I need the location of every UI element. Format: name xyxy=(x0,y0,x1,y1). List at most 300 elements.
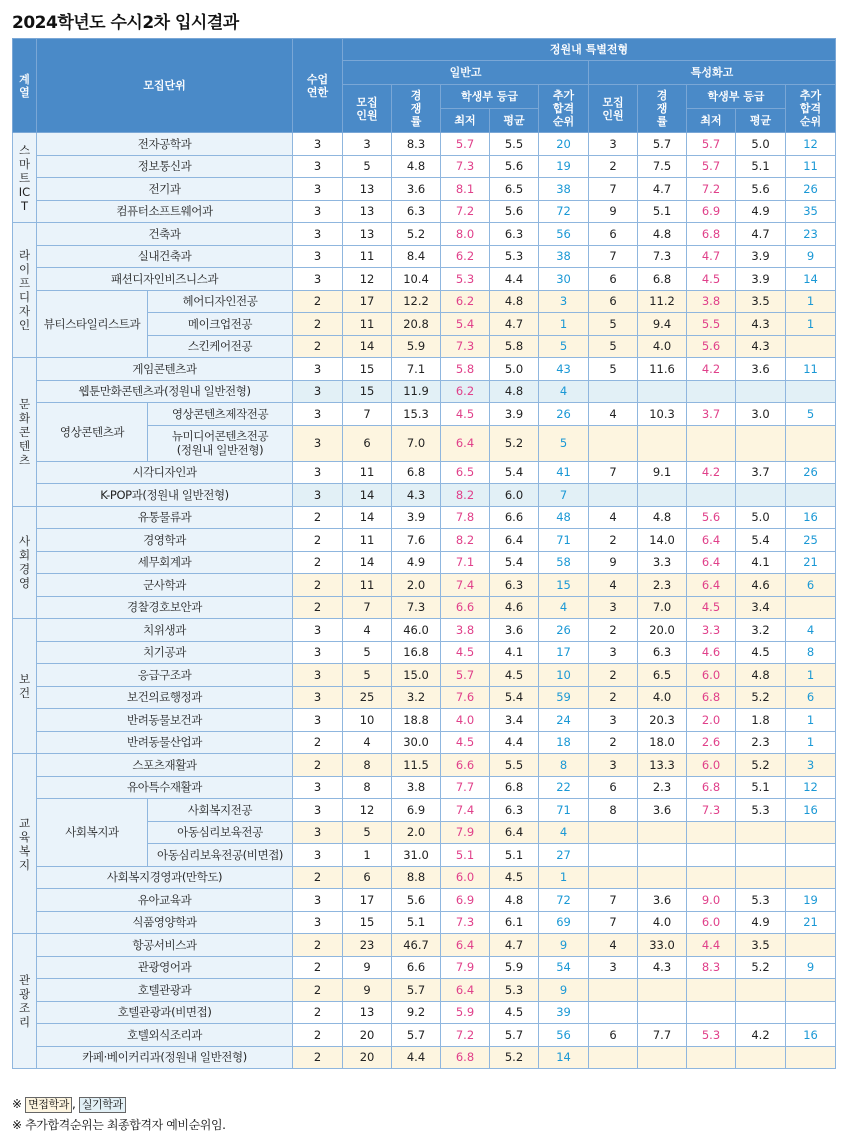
unit-name: 호텔외식조리과 xyxy=(37,1024,293,1047)
special-grade-min-cell xyxy=(687,484,736,507)
general-grade-avg-cell: 5.2 xyxy=(490,1046,539,1069)
special-extra-rank-cell xyxy=(786,979,836,1002)
special-extra-rank-cell: 25 xyxy=(786,529,836,552)
years-cell: 3 xyxy=(293,403,343,426)
special-grade-avg-cell: 4.9 xyxy=(736,200,786,223)
special-competition-cell: 9.1 xyxy=(638,461,687,484)
special-recruit-cell: 9 xyxy=(589,551,638,574)
special-extra-rank-cell xyxy=(786,335,836,358)
general-grade-avg-cell: 5.4 xyxy=(490,551,539,574)
table-row xyxy=(13,799,836,822)
general-grade-avg-cell: 5.0 xyxy=(490,358,539,381)
special-grade-min-cell: 2.0 xyxy=(687,709,736,732)
special-competition-cell: 14.0 xyxy=(638,529,687,552)
general-extra-rank-cell: 43 xyxy=(539,358,589,381)
general-recruit-cell: 4 xyxy=(343,731,392,754)
general-grade-avg-cell: 4.4 xyxy=(490,731,539,754)
table-row xyxy=(13,358,836,381)
special-grade-avg-cell: 4.2 xyxy=(736,1024,786,1047)
general-grade-avg-cell: 3.9 xyxy=(490,403,539,426)
special-recruit-cell xyxy=(589,866,638,889)
table-row xyxy=(13,461,836,484)
general-competition-cell: 31.0 xyxy=(392,844,441,867)
special-recruit-cell: 6 xyxy=(589,268,638,291)
general-extra-rank-cell: 1 xyxy=(539,866,589,889)
general-extra-rank-cell: 7 xyxy=(539,484,589,507)
years-cell: 2 xyxy=(293,574,343,597)
general-extra-rank-cell: 19 xyxy=(539,155,589,178)
general-extra-rank-cell: 5 xyxy=(539,335,589,358)
general-grade-min-cell: 8.2 xyxy=(441,529,490,552)
general-competition-cell: 6.6 xyxy=(392,956,441,979)
general-recruit-cell: 9 xyxy=(343,956,392,979)
general-recruit-cell: 15 xyxy=(343,358,392,381)
special-competition-cell: 4.0 xyxy=(638,911,687,934)
table-row xyxy=(13,641,836,664)
general-extra-rank-cell: 9 xyxy=(539,934,589,957)
table-row xyxy=(13,619,836,642)
years-cell: 2 xyxy=(293,551,343,574)
general-grade-min-cell: 7.7 xyxy=(441,776,490,799)
group-cell: 교육복지 xyxy=(13,754,37,934)
special-grade-avg-cell xyxy=(736,1001,786,1024)
special-grade-avg-cell: 3.5 xyxy=(736,934,786,957)
general-grade-min-cell: 6.4 xyxy=(441,979,490,1002)
general-extra-rank-cell: 4 xyxy=(539,596,589,619)
table-row xyxy=(13,245,836,268)
unit-name: 보건의료행정과 xyxy=(37,686,293,709)
general-recruit-cell: 4 xyxy=(343,619,392,642)
general-extra-rank-cell: 30 xyxy=(539,268,589,291)
special-grade-avg-cell: 4.1 xyxy=(736,551,786,574)
major-name: 사회복지전공 xyxy=(148,799,293,822)
general-extra-rank-cell: 38 xyxy=(539,178,589,201)
unit-name: 건축과 xyxy=(37,223,293,246)
years-cell: 3 xyxy=(293,889,343,912)
header-general-hs: 일반고 xyxy=(343,61,589,85)
general-competition-cell: 5.7 xyxy=(392,1024,441,1047)
general-extra-rank-cell: 56 xyxy=(539,1024,589,1047)
major-name: 메이크업전공 xyxy=(148,313,293,336)
special-recruit-cell: 2 xyxy=(589,529,638,552)
group-cell: 라이프디자인 xyxy=(13,223,37,358)
general-grade-min-cell: 7.4 xyxy=(441,799,490,822)
years-cell: 2 xyxy=(293,1046,343,1069)
general-recruit-cell: 12 xyxy=(343,268,392,291)
special-grade-min-cell: 4.2 xyxy=(687,358,736,381)
general-extra-rank-cell: 24 xyxy=(539,709,589,732)
general-recruit-cell: 11 xyxy=(343,529,392,552)
table-row xyxy=(13,290,836,313)
header-competition-g: 경쟁률 xyxy=(392,85,441,133)
special-recruit-cell: 3 xyxy=(589,596,638,619)
unit-name: 카페·베이커리과(정원내 일반전형) xyxy=(37,1046,293,1069)
general-grade-avg-cell: 5.4 xyxy=(490,686,539,709)
special-competition-cell: 11.6 xyxy=(638,358,687,381)
special-grade-min-cell: 6.4 xyxy=(687,529,736,552)
major-name: 헤어디자인전공 xyxy=(148,290,293,313)
special-recruit-cell: 4 xyxy=(589,934,638,957)
special-grade-avg-cell: 5.1 xyxy=(736,155,786,178)
years-cell: 3 xyxy=(293,223,343,246)
special-competition-cell: 13.3 xyxy=(638,754,687,777)
table-row xyxy=(13,506,836,529)
general-competition-cell: 8.8 xyxy=(392,866,441,889)
major-name: 뉴미디어콘텐츠전공 (정원내 일반전형) xyxy=(148,425,293,461)
general-grade-avg-cell: 6.5 xyxy=(490,178,539,201)
general-competition-cell: 46.0 xyxy=(392,619,441,642)
general-grade-avg-cell: 5.3 xyxy=(490,245,539,268)
years-cell: 3 xyxy=(293,619,343,642)
special-grade-avg-cell: 4.6 xyxy=(736,574,786,597)
special-grade-min-cell xyxy=(687,979,736,1002)
special-competition-cell xyxy=(638,821,687,844)
special-competition-cell: 2.3 xyxy=(638,776,687,799)
years-cell: 3 xyxy=(293,155,343,178)
special-extra-rank-cell xyxy=(786,934,836,957)
special-grade-min-cell xyxy=(687,866,736,889)
general-grade-avg-cell: 4.5 xyxy=(490,1001,539,1024)
unit-name: 영상콘텐츠과 xyxy=(37,403,148,462)
general-grade-min-cell: 8.2 xyxy=(441,484,490,507)
unit-name: 유아교육과 xyxy=(37,889,293,912)
years-cell: 3 xyxy=(293,664,343,687)
special-recruit-cell: 3 xyxy=(589,754,638,777)
special-extra-rank-cell: 6 xyxy=(786,574,836,597)
special-competition-cell xyxy=(638,1001,687,1024)
general-recruit-cell: 8 xyxy=(343,754,392,777)
note-mark: ※ xyxy=(12,1097,22,1111)
general-recruit-cell: 14 xyxy=(343,551,392,574)
unit-name: 치기공과 xyxy=(37,641,293,664)
special-recruit-cell xyxy=(589,425,638,461)
general-competition-cell: 3.8 xyxy=(392,776,441,799)
unit-name: 사회복지과 xyxy=(37,799,148,867)
general-recruit-cell: 11 xyxy=(343,245,392,268)
general-grade-avg-cell: 4.5 xyxy=(490,664,539,687)
special-grade-avg-cell: 4.5 xyxy=(736,641,786,664)
special-grade-avg-cell: 3.9 xyxy=(736,245,786,268)
unit-name: 식품영양학과 xyxy=(37,911,293,934)
general-competition-cell: 3.9 xyxy=(392,506,441,529)
general-grade-min-cell: 7.2 xyxy=(441,1024,490,1047)
special-recruit-cell: 2 xyxy=(589,731,638,754)
special-grade-min-cell xyxy=(687,425,736,461)
general-competition-cell: 12.2 xyxy=(392,290,441,313)
header-avg-g: 평균 xyxy=(490,109,539,133)
general-grade-avg-cell: 5.8 xyxy=(490,335,539,358)
general-grade-avg-cell: 4.8 xyxy=(490,290,539,313)
years-cell: 3 xyxy=(293,911,343,934)
unit-name: 뷰티스타일리스트과 xyxy=(37,290,148,358)
special-grade-min-cell: 5.6 xyxy=(687,335,736,358)
header-recruit-s: 모집인원 xyxy=(589,85,638,133)
legend-note xyxy=(12,1097,126,1113)
special-grade-min-cell: 6.8 xyxy=(687,776,736,799)
special-grade-avg-cell: 5.3 xyxy=(736,799,786,822)
header-years: 수업연한 xyxy=(293,39,343,133)
general-grade-min-cell: 3.8 xyxy=(441,619,490,642)
header-unit: 모집단위 xyxy=(37,39,293,133)
general-grade-min-cell: 7.4 xyxy=(441,574,490,597)
unit-name: 호텔관광과(비면접) xyxy=(37,1001,293,1024)
header-group: 계열 xyxy=(13,39,37,133)
table-row xyxy=(13,889,836,912)
special-competition-cell: 7.5 xyxy=(638,155,687,178)
years-cell: 3 xyxy=(293,268,343,291)
general-grade-avg-cell: 6.8 xyxy=(490,776,539,799)
general-extra-rank-cell: 27 xyxy=(539,844,589,867)
years-cell: 3 xyxy=(293,686,343,709)
special-grade-avg-cell: 3.9 xyxy=(736,268,786,291)
special-grade-min-cell: 5.5 xyxy=(687,313,736,336)
extra-rank-note: ※ 추가합격순위는 최종합격자 예비순위임. xyxy=(12,1118,226,1132)
major-name: 아동심리보육전공(비면접) xyxy=(148,844,293,867)
general-competition-cell: 16.8 xyxy=(392,641,441,664)
special-recruit-cell: 2 xyxy=(589,155,638,178)
general-recruit-cell: 7 xyxy=(343,403,392,426)
general-grade-min-cell: 6.2 xyxy=(441,290,490,313)
general-extra-rank-cell: 71 xyxy=(539,529,589,552)
special-grade-min-cell: 2.6 xyxy=(687,731,736,754)
table-row xyxy=(13,155,836,178)
unit-name: 패션디자인비즈니스과 xyxy=(37,268,293,291)
special-extra-rank-cell: 3 xyxy=(786,754,836,777)
note-separator: , xyxy=(71,1097,76,1111)
special-grade-avg-cell: 5.2 xyxy=(736,754,786,777)
general-grade-min-cell: 5.7 xyxy=(441,133,490,156)
special-extra-rank-cell: 8 xyxy=(786,641,836,664)
general-recruit-cell: 12 xyxy=(343,799,392,822)
special-recruit-cell xyxy=(589,821,638,844)
general-grade-min-cell: 6.9 xyxy=(441,889,490,912)
general-grade-avg-cell: 5.1 xyxy=(490,844,539,867)
years-cell: 3 xyxy=(293,133,343,156)
unit-name: 반려동물산업과 xyxy=(37,731,293,754)
years-cell: 3 xyxy=(293,245,343,268)
unit-name: 군사학과 xyxy=(37,574,293,597)
years-cell: 3 xyxy=(293,776,343,799)
general-competition-cell: 4.8 xyxy=(392,155,441,178)
general-competition-cell: 18.8 xyxy=(392,709,441,732)
general-grade-avg-cell: 6.3 xyxy=(490,574,539,597)
special-competition-cell: 9.4 xyxy=(638,313,687,336)
header-avg-s: 평균 xyxy=(736,109,786,133)
general-grade-min-cell: 6.2 xyxy=(441,380,490,403)
years-cell: 2 xyxy=(293,979,343,1002)
special-competition-cell: 2.3 xyxy=(638,574,687,597)
special-recruit-cell: 4 xyxy=(589,403,638,426)
general-extra-rank-cell: 41 xyxy=(539,461,589,484)
special-extra-rank-cell: 1 xyxy=(786,664,836,687)
general-competition-cell: 2.0 xyxy=(392,574,441,597)
admission-results-table xyxy=(12,38,836,1069)
special-competition-cell: 4.7 xyxy=(638,178,687,201)
years-cell: 3 xyxy=(293,844,343,867)
special-extra-rank-cell: 12 xyxy=(786,133,836,156)
table-row xyxy=(13,403,836,426)
table-row xyxy=(13,934,836,957)
table-row xyxy=(13,731,836,754)
table-row xyxy=(13,574,836,597)
special-recruit-cell xyxy=(589,380,638,403)
special-extra-rank-cell: 1 xyxy=(786,313,836,336)
general-recruit-cell: 10 xyxy=(343,709,392,732)
special-extra-rank-cell xyxy=(786,1046,836,1069)
general-extra-rank-cell: 26 xyxy=(539,403,589,426)
general-recruit-cell: 13 xyxy=(343,223,392,246)
general-grade-avg-cell: 5.3 xyxy=(490,979,539,1002)
special-extra-rank-cell: 21 xyxy=(786,911,836,934)
special-grade-min-cell: 6.4 xyxy=(687,551,736,574)
special-grade-avg-cell: 5.1 xyxy=(736,776,786,799)
general-grade-avg-cell: 6.6 xyxy=(490,506,539,529)
general-grade-avg-cell: 5.4 xyxy=(490,461,539,484)
general-grade-min-cell: 7.3 xyxy=(441,911,490,934)
special-competition-cell: 7.3 xyxy=(638,245,687,268)
years-cell: 3 xyxy=(293,178,343,201)
years-cell: 2 xyxy=(293,313,343,336)
general-extra-rank-cell: 18 xyxy=(539,731,589,754)
special-recruit-cell: 5 xyxy=(589,313,638,336)
table-row xyxy=(13,380,836,403)
special-extra-rank-cell: 9 xyxy=(786,956,836,979)
general-recruit-cell: 13 xyxy=(343,200,392,223)
general-recruit-cell: 14 xyxy=(343,506,392,529)
years-cell: 2 xyxy=(293,596,343,619)
special-grade-avg-cell: 5.6 xyxy=(736,178,786,201)
general-recruit-cell: 17 xyxy=(343,889,392,912)
special-grade-min-cell: 6.8 xyxy=(687,686,736,709)
unit-name: 컴퓨터소프트웨어과 xyxy=(37,200,293,223)
special-extra-rank-cell: 5 xyxy=(786,403,836,426)
header-competition-s: 경쟁률 xyxy=(638,85,687,133)
unit-name: 시각디자인과 xyxy=(37,461,293,484)
group-cell: 사회경영 xyxy=(13,506,37,619)
table-body xyxy=(13,133,836,1069)
special-recruit-cell: 7 xyxy=(589,889,638,912)
special-extra-rank-cell: 1 xyxy=(786,290,836,313)
unit-name: 세무회계과 xyxy=(37,551,293,574)
special-grade-min-cell xyxy=(687,380,736,403)
general-grade-avg-cell: 4.4 xyxy=(490,268,539,291)
general-competition-cell: 20.8 xyxy=(392,313,441,336)
general-extra-rank-cell: 69 xyxy=(539,911,589,934)
general-recruit-cell: 17 xyxy=(343,290,392,313)
general-grade-min-cell: 7.3 xyxy=(441,155,490,178)
special-extra-rank-cell xyxy=(786,1001,836,1024)
general-extra-rank-cell: 72 xyxy=(539,200,589,223)
special-grade-avg-cell: 3.7 xyxy=(736,461,786,484)
general-competition-cell: 7.3 xyxy=(392,596,441,619)
special-recruit-cell: 7 xyxy=(589,911,638,934)
general-recruit-cell: 14 xyxy=(343,484,392,507)
special-grade-avg-cell: 5.3 xyxy=(736,889,786,912)
special-recruit-cell: 8 xyxy=(589,799,638,822)
special-grade-avg-cell: 4.9 xyxy=(736,911,786,934)
table-row xyxy=(13,1001,836,1024)
special-competition-cell: 20.0 xyxy=(638,619,687,642)
special-extra-rank-cell: 16 xyxy=(786,1024,836,1047)
general-competition-cell: 4.9 xyxy=(392,551,441,574)
general-recruit-cell: 13 xyxy=(343,178,392,201)
header-min-g: 최저 xyxy=(441,109,490,133)
header-grade-g: 학생부 등급 xyxy=(441,85,539,109)
general-extra-rank-cell: 10 xyxy=(539,664,589,687)
general-recruit-cell: 5 xyxy=(343,821,392,844)
special-competition-cell: 6.8 xyxy=(638,268,687,291)
general-competition-cell: 8.3 xyxy=(392,133,441,156)
special-recruit-cell: 6 xyxy=(589,1024,638,1047)
special-grade-avg-cell: 5.4 xyxy=(736,529,786,552)
general-extra-rank-cell: 48 xyxy=(539,506,589,529)
special-grade-min-cell: 5.7 xyxy=(687,133,736,156)
special-competition-cell xyxy=(638,1046,687,1069)
special-extra-rank-cell xyxy=(786,380,836,403)
general-extra-rank-cell: 8 xyxy=(539,754,589,777)
special-extra-rank-cell: 11 xyxy=(786,155,836,178)
special-grade-min-cell: 4.4 xyxy=(687,934,736,957)
special-extra-rank-cell: 1 xyxy=(786,731,836,754)
general-competition-cell: 4.4 xyxy=(392,1046,441,1069)
general-recruit-cell: 13 xyxy=(343,1001,392,1024)
page-title: 2024학년도 수시2차 입시결과 xyxy=(12,13,239,33)
general-grade-avg-cell: 5.5 xyxy=(490,754,539,777)
special-recruit-cell: 7 xyxy=(589,245,638,268)
group-cell: 관광조리 xyxy=(13,934,37,1069)
table-row xyxy=(13,178,836,201)
special-recruit-cell: 2 xyxy=(589,664,638,687)
special-competition-cell: 7.0 xyxy=(638,596,687,619)
group-cell: 보건 xyxy=(13,619,37,754)
general-competition-cell: 5.7 xyxy=(392,979,441,1002)
table-row xyxy=(13,1024,836,1047)
special-recruit-cell: 7 xyxy=(589,178,638,201)
general-grade-min-cell: 4.5 xyxy=(441,731,490,754)
years-cell: 3 xyxy=(293,380,343,403)
general-grade-min-cell: 5.9 xyxy=(441,1001,490,1024)
general-grade-avg-cell: 6.1 xyxy=(490,911,539,934)
general-competition-cell: 3.6 xyxy=(392,178,441,201)
special-competition-cell: 4.3 xyxy=(638,956,687,979)
special-grade-avg-cell xyxy=(736,844,786,867)
general-grade-avg-cell: 6.3 xyxy=(490,799,539,822)
general-competition-cell: 5.9 xyxy=(392,335,441,358)
special-grade-avg-cell xyxy=(736,380,786,403)
general-recruit-cell: 25 xyxy=(343,686,392,709)
general-grade-avg-cell: 6.4 xyxy=(490,529,539,552)
special-competition-cell: 10.3 xyxy=(638,403,687,426)
special-competition-cell: 11.2 xyxy=(638,290,687,313)
special-competition-cell xyxy=(638,484,687,507)
general-grade-min-cell: 6.0 xyxy=(441,866,490,889)
general-grade-avg-cell: 5.6 xyxy=(490,155,539,178)
general-recruit-cell: 9 xyxy=(343,979,392,1002)
special-grade-min-cell: 9.0 xyxy=(687,889,736,912)
unit-name: 호텔관광과 xyxy=(37,979,293,1002)
special-grade-avg-cell: 5.0 xyxy=(736,133,786,156)
general-grade-min-cell: 7.9 xyxy=(441,956,490,979)
years-cell: 2 xyxy=(293,934,343,957)
special-competition-cell xyxy=(638,979,687,1002)
special-grade-avg-cell: 4.7 xyxy=(736,223,786,246)
header-special: 정원내 특별전형 xyxy=(343,39,836,61)
special-grade-min-cell: 3.3 xyxy=(687,619,736,642)
general-extra-rank-cell: 22 xyxy=(539,776,589,799)
years-cell: 3 xyxy=(293,821,343,844)
special-grade-avg-cell: 5.2 xyxy=(736,686,786,709)
special-recruit-cell xyxy=(589,1001,638,1024)
